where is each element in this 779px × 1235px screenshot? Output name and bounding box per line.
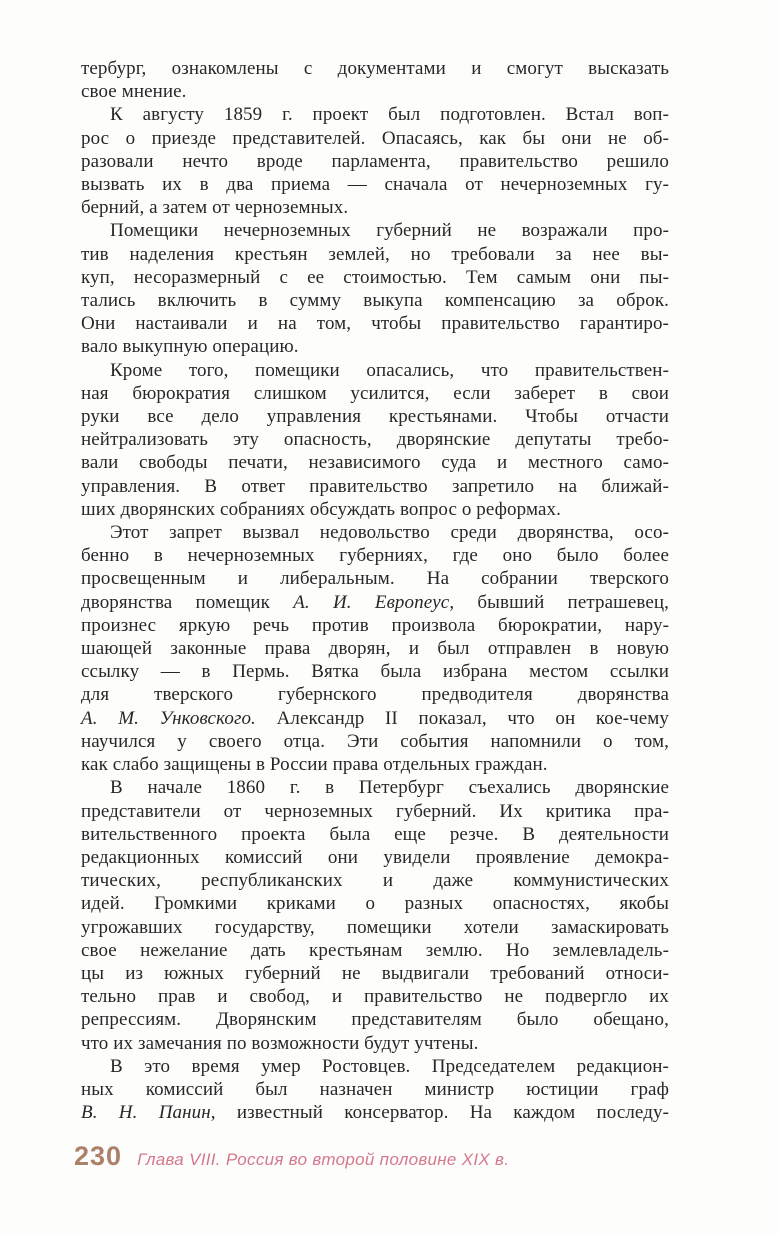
body-text [81,57,669,1124]
text-line [81,1078,669,1101]
text-segment: , известный консерватор. На каждом последу- [210,1102,670,1124]
text-line [81,521,669,544]
text-segment: произнес яркую речь против произвола бюрократии, нару- [81,614,669,636]
text-segment: представители от черноземных губерний. Их критика пра- [81,800,669,822]
text-segment: репрессиям. Дворянским представителям было обещано, [81,1009,669,1031]
text-line [81,660,669,683]
text-line [81,1101,669,1124]
text-segment: К августу 1859 г. проект был подготовлен. Встал воп- [110,104,669,126]
paragraph [81,359,669,521]
text-segment: научился у своего отца. Эти события напомнили о том, [81,730,669,752]
text-segment: тербург, ознакомлены с документами и смогут высказать [81,58,669,79]
text-segment: руки все дело управления крестьянами. Чтобы отчасти [81,406,669,428]
text-line [81,173,669,196]
text-segment: редакционных комиссий они увидели проявление демокра- [81,846,669,868]
text-segment: В это время умер Ростовцев. Председателем редакцион- [110,1055,669,1077]
text-line [81,475,669,498]
paragraph [81,1055,669,1125]
italic-text-segment: В. Н. Панин [81,1102,211,1124]
text-segment: для тверского губернского предводителя дворянства [81,684,669,706]
text-line [81,730,669,753]
text-segment: просвещенным и либеральным. На собрании тверского [81,568,669,590]
text-line [81,567,669,590]
text-line [81,312,669,335]
text-segment: бенно в нечерноземных губерниях, где оно было более [81,545,669,567]
text-segment: куп, несоразмерный с ее стоимостью. Тем самым они пы- [81,266,669,288]
text-line [81,498,669,521]
text-segment: вительственного проекта была еще резче. В деятельности [81,823,669,845]
text-segment: ших дворянских собраниях обсуждать вопрос о реформах. [81,498,561,520]
text-line [81,127,669,150]
text-line [81,916,669,939]
text-segment: Они настаивали и на том, чтобы правительство гарантиро- [81,313,669,335]
text-line [81,57,669,80]
text-line [81,869,669,892]
text-line [81,939,669,962]
text-segment: шающей законные права дворян, и был отправлен в новую [81,638,669,660]
text-line [81,80,669,103]
text-line [81,846,669,869]
text-segment: тельно прав и свобод, и правительство не подвергло их [81,986,669,1008]
text-segment: цы из южных губерний не выдвигали требований относи- [81,962,669,984]
text-segment: ных комиссий был назначен министр юстиции граф [81,1078,669,1100]
text-line [81,196,669,219]
text-segment: рос о приезде представителей. Опасаясь, как бы они не об- [81,127,669,149]
text-segment: Помещики нечерноземных губерний не возражали про- [110,220,669,242]
text-line [81,614,669,637]
text-segment: Александр II показал, что он кое-чему [255,707,669,729]
paragraph [81,219,669,358]
paragraph [81,776,669,1054]
italic-text-segment: А. И. Европеус [293,591,450,613]
text-segment: В начале 1860 г. в Петербург съехались дворянские [110,777,669,799]
text-segment: угрожавших государству, помещики хотели замаскировать [81,916,669,938]
text-segment: свое нежелание дать крестьянам землю. Но землевладель- [81,939,669,961]
text-line [81,405,669,428]
text-line [81,707,669,730]
text-line [81,637,669,660]
text-segment: ссылку — в Пермь. Вятка была избрана местом ссылки [81,661,669,683]
text-line [81,892,669,915]
text-line [81,823,669,846]
text-segment: , бывший петрашевец, [449,591,669,613]
text-segment: идей. Громкими криками о разных опасностях, якобы [81,893,669,915]
text-line [81,289,669,312]
text-segment: ная бюрократия слишком усилится, если заберет в свои [81,382,669,404]
text-line [81,683,669,706]
text-segment: тив наделения крестьян землей, но требовали за нее вы- [81,243,669,265]
text-line [81,1055,669,1078]
text-segment: дворянства помещик [81,591,294,613]
text-segment: тались включить в сумму выкупа компенсацию за оброк. [81,290,669,312]
chapter-title: Глава VIII. Россия во второй половине XIX в. [137,1150,510,1169]
text-line [81,103,669,126]
text-segment: вали свободы печати, независимого суда и местного само- [81,452,669,474]
text-line [81,1032,669,1055]
text-line [81,266,669,289]
text-line [81,382,669,405]
text-segment: нейтрализовать эту опасность, дворянские депутаты требо- [81,429,669,451]
text-segment: свое мнение. [81,81,187,103]
text-segment: Кроме того, помещики опасались, что правительствен- [110,359,669,381]
paragraph [81,103,669,219]
paragraph [81,57,669,103]
text-line [81,544,669,567]
text-segment: берний, а затем от черноземных. [81,197,349,219]
text-line [81,335,669,358]
text-line [81,1008,669,1031]
text-segment: вало выкупную операцию. [81,336,299,358]
text-line [81,962,669,985]
paragraph [81,521,669,776]
text-line [81,591,669,614]
text-line [81,800,669,823]
text-segment: разовали нечто вроде парламента, правительство решило [81,150,669,172]
text-segment: управления. В ответ правительство запретило на ближай- [81,475,669,497]
text-line [81,753,669,776]
text-segment: что их замечания по возможности будут учтены. [81,1032,479,1054]
italic-text-segment: А. М. Унковского. [81,707,256,729]
text-segment: как слабо защищены в России права отдельных граждан. [81,754,548,776]
text-line [81,359,669,382]
page-number: 230 [74,1141,123,1171]
text-segment: Этот запрет вызвал недовольство среди дворянства, осо- [110,522,669,544]
text-line [81,219,669,242]
text-line [81,451,669,474]
text-line [81,776,669,799]
text-line [81,428,669,451]
page-footer [74,1141,509,1172]
text-line [81,243,669,266]
text-line [81,985,669,1008]
text-segment: тических, республиканских и даже коммунистических [81,870,669,892]
text-line [81,150,669,173]
text-segment: вызвать их в два приема — сначала от нечерноземных гу- [81,174,669,196]
